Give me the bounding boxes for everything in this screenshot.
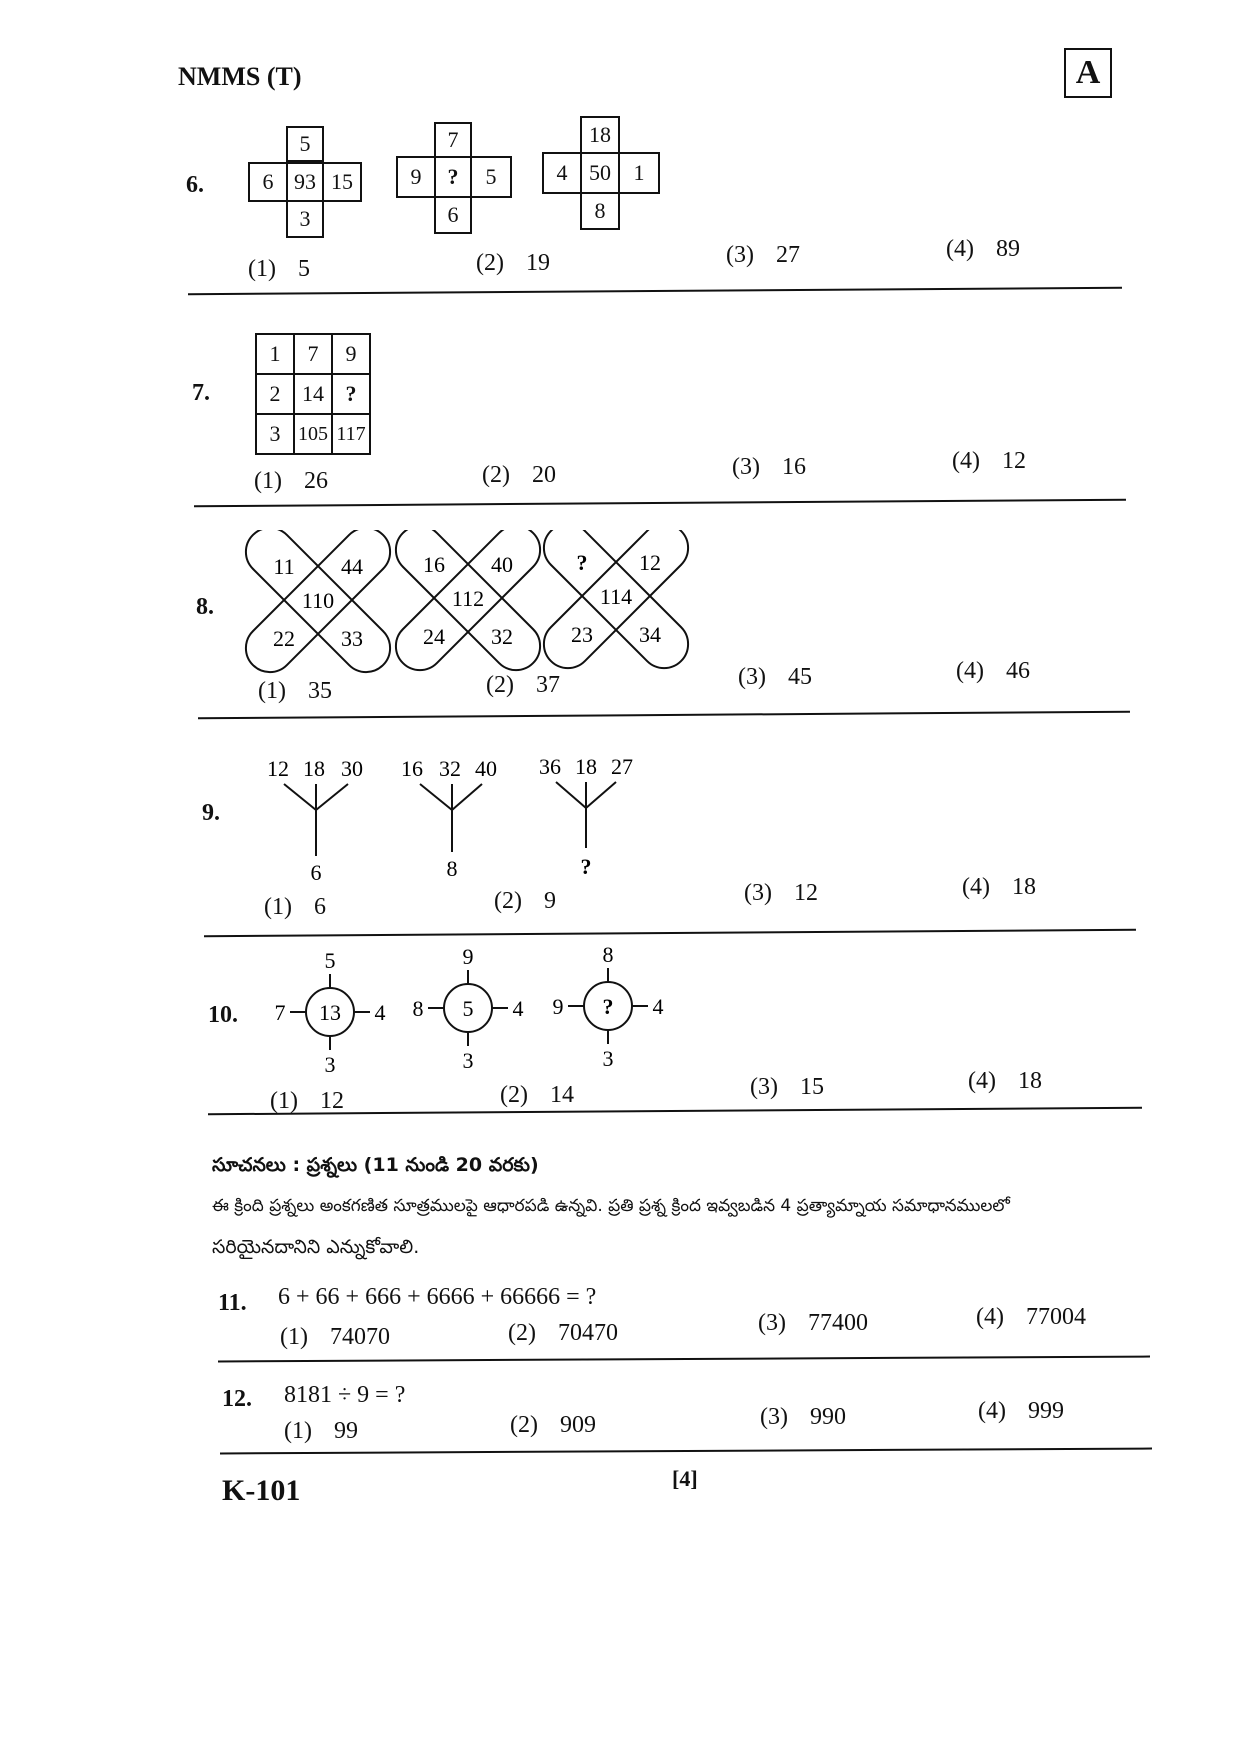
q6-cross-3-bottom: 8	[580, 192, 620, 230]
footer-code: K-101	[222, 1474, 301, 1507]
q10-value: 5	[324, 948, 336, 973]
q8-figure-1	[240, 530, 400, 675]
q8-figures	[240, 530, 690, 675]
q6-cross-1-left: 6	[248, 162, 288, 202]
q7-cell: 105	[294, 414, 332, 454]
q8-value: 12	[639, 550, 661, 575]
q9-option-2[interactable]: (2) 9	[494, 888, 556, 914]
q10-value: 3	[602, 1046, 614, 1071]
q7-cell: 1	[256, 334, 294, 374]
q8-option-3[interactable]: (3) 45	[738, 664, 812, 690]
divider	[198, 711, 1130, 720]
q6-option-2[interactable]: (2) 19	[476, 250, 550, 276]
q6-cross-3-top: 18	[580, 116, 620, 154]
q10-option-4[interactable]: (4) 18	[968, 1068, 1042, 1094]
q7-grid	[255, 333, 371, 455]
q7-grid-row	[256, 334, 370, 374]
q6-cross-3-right: 1	[618, 152, 660, 194]
q8-value: 114	[599, 584, 633, 609]
q7-cell: 2	[256, 374, 294, 414]
q7-option-2[interactable]: (2) 20	[482, 462, 556, 488]
q9-branch	[586, 782, 616, 808]
q6-cross-1-center: 93	[286, 162, 324, 202]
q9-tree-3	[539, 754, 633, 879]
q9-branch	[316, 784, 348, 810]
q6-cross-2-left: 9	[396, 156, 436, 198]
q10-value: 8	[602, 944, 614, 967]
q10-value: 4	[652, 994, 664, 1019]
q9-option-4[interactable]: (4) 18	[962, 874, 1036, 900]
q7-cell: 9	[332, 334, 370, 374]
q7-option-3[interactable]: (3) 16	[732, 454, 806, 480]
q9-value: 12	[267, 756, 289, 781]
q10-value: 9	[462, 944, 474, 969]
divider	[188, 287, 1122, 296]
q7-cell: 14	[294, 374, 332, 414]
q9-value: 32	[439, 756, 461, 781]
q7-cell: 3	[256, 414, 294, 454]
q10-value: 13	[319, 1000, 341, 1025]
q10-option-3[interactable]: (3) 15	[750, 1074, 824, 1100]
q10-option-1[interactable]: (1) 12	[270, 1088, 344, 1114]
q7-cell: 7	[294, 334, 332, 374]
q11-option-4[interactable]: (4) 77004	[976, 1304, 1086, 1330]
q8-option-2[interactable]: (2) 37	[486, 672, 560, 698]
set-label: A	[1064, 48, 1112, 98]
q6-cross-2-center: ?	[434, 156, 472, 198]
divider	[220, 1448, 1152, 1455]
q6-number: 6.	[186, 172, 204, 198]
q12-option-1[interactable]: (1) 99	[284, 1418, 358, 1444]
q11-option-2[interactable]: (2) 70470	[508, 1320, 618, 1346]
q9-value: 36	[539, 754, 561, 779]
q12-option-3[interactable]: (3) 990	[760, 1404, 846, 1430]
q12-question: 8181 ÷ 9 = ?	[284, 1382, 406, 1408]
q12-number: 12.	[222, 1386, 252, 1412]
q10-value: 9	[552, 994, 564, 1019]
q10-figure-2	[413, 944, 524, 1073]
q8-value: ?	[576, 550, 588, 575]
q6-cross-3-center: 50	[580, 152, 620, 194]
q7-option-1[interactable]: (1) 26	[254, 468, 328, 494]
q8-number: 8.	[196, 594, 214, 620]
instructions-title: సూచనలు : ప్రశ్నలు (11 నుండి 20 వరకు)	[212, 1154, 539, 1176]
q9-value: 18	[303, 756, 325, 781]
q9-trees	[250, 748, 670, 888]
q9-option-1[interactable]: (1) 6	[264, 894, 326, 920]
q6-cross-1-right: 15	[322, 162, 362, 202]
q6-cross-3-left: 4	[542, 152, 582, 194]
q12-option-2[interactable]: (2) 909	[510, 1412, 596, 1438]
q10-value: 5	[462, 996, 474, 1021]
q6-cross-2-top: 7	[434, 122, 472, 158]
q8-value: 34	[639, 622, 661, 647]
q8-figure-3	[534, 530, 690, 675]
q6-cross-2-bottom: 6	[434, 196, 472, 234]
q10-figure-1	[275, 948, 386, 1074]
divider	[208, 1107, 1142, 1116]
q8-value: 112	[451, 586, 485, 611]
q9-tree-2	[401, 756, 497, 881]
q9-value: 6	[310, 860, 322, 885]
instructions-line-2: సరియైనదానిని ఎన్నుకోవాలి.	[212, 1236, 420, 1258]
instructions-line-1: ఈ క్రింది ప్రశ్నలు అంకగణిత సూత్రములపై ఆధారపడి ఉన్నవి. ప్రతి ప్రశ్న క్రింద ఇవ్వబడిన 4 ప్రత్యామ్నాయ సమాధానములలో	[212, 1196, 1010, 1216]
q6-option-3[interactable]: (3) 27	[726, 242, 800, 268]
q9-branch	[420, 784, 452, 810]
divider	[194, 499, 1126, 508]
q8-value: 40	[491, 552, 513, 577]
q10-value: 7	[274, 1000, 286, 1025]
q9-tree-1	[267, 756, 363, 885]
q7-grid-row	[256, 414, 370, 454]
q11-number: 11.	[218, 1290, 247, 1316]
q8-value: 16	[423, 552, 445, 577]
q8-value: 33	[341, 626, 363, 651]
q6-cross-1-top: 5	[286, 126, 324, 162]
q9-option-3[interactable]: (3) 12	[744, 880, 818, 906]
q6-cross-2-right: 5	[470, 156, 512, 198]
q9-value: 8	[446, 856, 458, 881]
q9-value: ?	[580, 854, 592, 879]
q6-cross-1-bottom: 3	[286, 200, 324, 238]
q12-option-4[interactable]: (4) 999	[978, 1398, 1064, 1424]
q9-value: 18	[575, 754, 597, 779]
q7-cell: ?	[332, 374, 370, 414]
q9-value: 40	[475, 756, 497, 781]
q10-value: 4	[374, 1000, 386, 1025]
q6-option-4[interactable]: (4) 89	[946, 236, 1020, 262]
q8-figure-2	[386, 530, 550, 675]
q8-value: 24	[423, 624, 445, 649]
q7-grid-row	[256, 374, 370, 414]
q10-value: ?	[602, 994, 614, 1019]
q10-number: 10.	[208, 1002, 238, 1028]
q9-branch	[284, 784, 316, 810]
q11-option-1[interactable]: (1) 74070	[280, 1324, 390, 1350]
q10-figure-3	[553, 944, 664, 1071]
q9-value: 27	[611, 754, 633, 779]
q9-value: 30	[341, 756, 363, 781]
q7-cell: 117	[332, 414, 370, 454]
q9-number: 9.	[202, 800, 220, 826]
q8-value: 22	[273, 626, 295, 651]
q10-value: 3	[462, 1048, 474, 1073]
q8-value: 44	[341, 554, 363, 579]
q9-branch	[452, 784, 482, 810]
q10-value: 3	[324, 1052, 336, 1074]
exam-code: NMMS (T)	[178, 62, 302, 91]
q10-value: 8	[412, 996, 424, 1021]
q8-option-1[interactable]: (1) 35	[258, 678, 332, 704]
q9-value: 16	[401, 756, 423, 781]
q9-branch	[556, 782, 586, 808]
page-number: [4]	[672, 1466, 698, 1491]
q8-value: 110	[301, 588, 335, 613]
q7-number: 7.	[192, 380, 210, 406]
q11-option-3[interactable]: (3) 77400	[758, 1310, 868, 1336]
q8-value: 32	[491, 624, 513, 649]
divider	[218, 1356, 1150, 1363]
q6-option-1[interactable]: (1) 5	[248, 256, 310, 282]
q8-value: 23	[571, 622, 593, 647]
q10-option-2[interactable]: (2) 14	[500, 1082, 574, 1108]
q7-option-4[interactable]: (4) 12	[952, 448, 1026, 474]
q8-option-4[interactable]: (4) 46	[956, 658, 1030, 684]
q10-value: 4	[512, 996, 524, 1021]
divider	[204, 929, 1136, 938]
q11-question: 6 + 66 + 666 + 6666 + 66666 = ?	[278, 1284, 597, 1310]
q8-value: 11	[273, 554, 295, 579]
q10-figures	[266, 944, 686, 1074]
